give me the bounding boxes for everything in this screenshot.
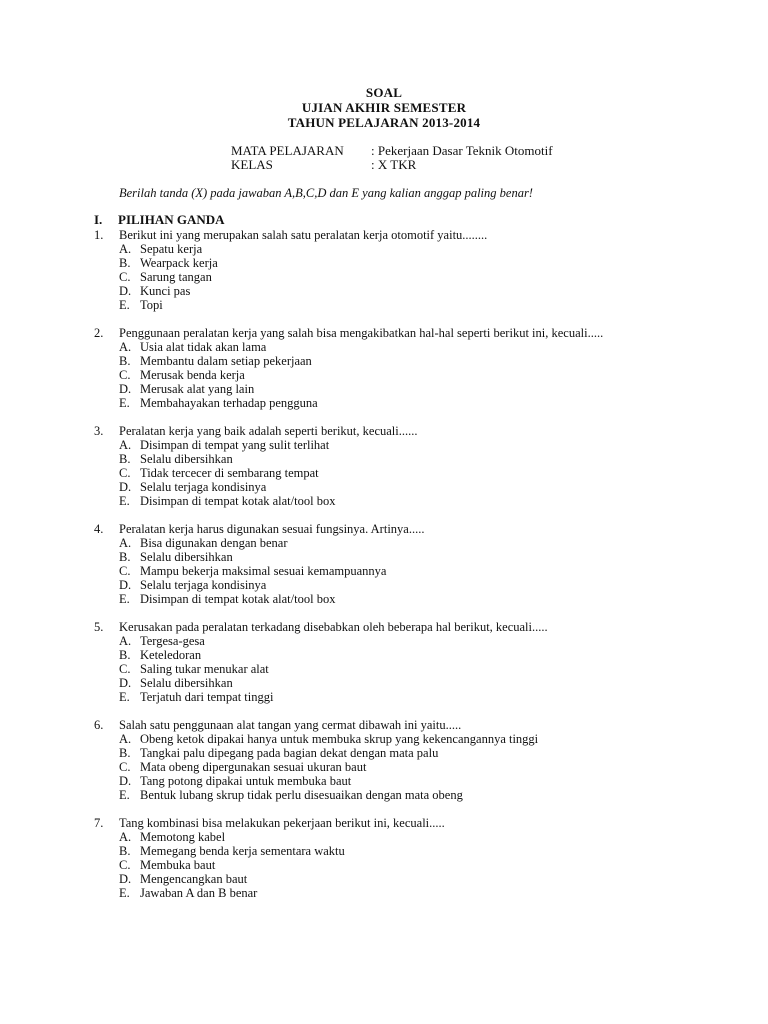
question-text: Peralatan kerja yang baik adalah seperti berikut, kecuali...... [119,424,418,438]
option-text: Tergesa-gesa [140,634,205,648]
option-letter: E. [119,886,130,900]
question-item [94,522,734,606]
answer-option[interactable] [119,788,734,802]
instruction-text: Berilah tanda (X) pada jawaban A,B,C,D dan E yang kalian anggap paling benar! [119,186,533,200]
option-list [94,242,734,312]
answer-option[interactable] [119,858,734,872]
option-letter: C. [119,270,131,284]
option-text: Merusak benda kerja [140,368,245,382]
option-letter: A. [119,438,132,452]
option-text: Selalu dibersihkan [140,550,233,564]
meta-row-subject [231,144,553,158]
question-text: Tang kombinasi bisa melakukan pekerjaan berikut ini, kecuali..... [119,816,445,830]
answer-option[interactable] [119,774,734,788]
option-text: Membantu dalam setiap pekerjaan [140,354,312,368]
option-letter: B. [119,648,131,662]
question-number: 5. [94,620,104,634]
option-letter: B. [119,550,131,564]
option-text: Usia alat tidak akan lama [140,340,267,354]
option-text: Sarung tangan [140,270,212,284]
answer-option[interactable] [119,536,734,550]
option-letter: A. [119,830,132,844]
option-text: Memotong kabel [140,830,226,844]
option-text: Merusak alat yang lain [140,382,255,396]
question-text: Kerusakan pada peralatan terkadang disebabkan oleh beberapa hal berikut, kecuali..... [119,620,548,634]
answer-option[interactable] [119,578,734,592]
section-name: PILIHAN GANDA [118,212,225,227]
question-stem [94,620,734,634]
answer-option[interactable] [119,242,734,256]
option-letter: D. [119,284,132,298]
answer-option[interactable] [119,396,734,410]
option-letter: E. [119,396,130,410]
question-item [94,620,734,704]
option-letter: B. [119,746,131,760]
meta-value: : X TKR [371,157,417,172]
option-list [94,830,734,900]
option-letter: E. [119,788,130,802]
meta-value: : Pekerjaan Dasar Teknik Otomotif [371,143,553,158]
option-letter: A. [119,634,132,648]
answer-option[interactable] [119,872,734,886]
option-text: Membuka baut [140,858,216,872]
option-list [94,634,734,704]
answer-option[interactable] [119,368,734,382]
question-stem [94,816,734,830]
option-text: Sepatu kerja [140,242,203,256]
answer-option[interactable] [119,256,734,270]
question-stem [94,228,734,242]
question-list [94,228,734,914]
question-text: Peralatan kerja harus digunakan sesuai fungsinya. Artinya..... [119,522,425,536]
answer-option[interactable] [119,690,734,704]
option-letter: D. [119,676,132,690]
question-number: 7. [94,816,104,830]
option-text: Memegang benda kerja sementara waktu [140,844,345,858]
answer-option[interactable] [119,466,734,480]
section-number: I. [94,212,103,227]
answer-option[interactable] [119,634,734,648]
header-school-year: TAHUN PELAJARAN 2013-2014 [287,115,481,130]
option-text: Keteledoran [140,648,202,662]
answer-option[interactable] [119,830,734,844]
option-letter: C. [119,466,131,480]
option-text: Tidak tercecer di sembarang tempat [140,466,319,480]
option-text: Selalu terjaga kondisinya [140,480,267,494]
question-item [94,424,734,508]
option-text: Bentuk lubang skrup tidak perlu disesuaikan dengan mata obeng [140,788,463,802]
option-text: Wearpack kerja [140,256,218,270]
option-text: Saling tukar menukar alat [140,662,269,676]
answer-option[interactable] [119,494,734,508]
option-text: Mengencangkan baut [140,872,248,886]
question-item [94,718,734,802]
answer-option[interactable] [119,760,734,774]
option-letter: E. [119,494,130,508]
option-letter: B. [119,354,131,368]
option-text: Tang potong dipakai untuk membuka baut [140,774,352,788]
question-text: Salah satu penggunaan alat tangan yang cermat dibawah ini yaitu..... [119,718,462,732]
option-letter: C. [119,368,131,382]
option-letter: E. [119,592,130,606]
option-letter: E. [119,298,130,312]
meta-label: KELAS [231,157,273,172]
option-letter: C. [119,662,131,676]
option-text: Mampu bekerja maksimal sesuai kemampuannya [140,564,387,578]
option-letter: D. [119,872,132,886]
exam-meta [231,144,553,172]
answer-option[interactable] [119,480,734,494]
option-text: Disimpan di tempat kotak alat/tool box [140,592,336,606]
option-text: Mata obeng dipergunakan sesuai ukuran baut [140,760,367,774]
answer-option[interactable] [119,270,734,284]
answer-option[interactable] [119,662,734,676]
answer-option[interactable] [119,550,734,564]
option-letter: D. [119,480,132,494]
section-title [94,212,225,228]
answer-option[interactable] [119,732,734,746]
option-letter: A. [119,732,132,746]
option-letter: E. [119,690,130,704]
option-letter: B. [119,844,131,858]
meta-label: MATA PELAJARAN [231,143,344,158]
question-text: Berikut ini yang merupakan salah satu peralatan kerja otomotif yaitu........ [119,228,488,242]
answer-option[interactable] [119,564,734,578]
question-item [94,816,734,900]
answer-option[interactable] [119,592,734,606]
answer-option[interactable] [119,354,734,368]
option-text: Disimpan di tempat yang sulit terlihat [140,438,330,452]
question-stem [94,326,734,340]
question-stem [94,522,734,536]
option-letter: C. [119,564,131,578]
option-text: Jawaban A dan B benar [140,886,258,900]
option-text: Kunci pas [140,284,191,298]
option-text: Selalu terjaga kondisinya [140,578,267,592]
option-letter: D. [119,578,132,592]
question-number: 6. [94,718,104,732]
answer-option[interactable] [119,676,734,690]
answer-option[interactable] [119,648,734,662]
answer-option[interactable] [119,886,734,900]
question-number: 1. [94,228,104,242]
question-text: Penggunaan peralatan kerja yang salah bisa mengakibatkan hal-hal seperti berikut ini, kecuali..... [119,326,604,340]
question-number: 4. [94,522,104,536]
option-list [94,732,734,802]
question-number: 3. [94,424,104,438]
answer-option[interactable] [119,844,734,858]
option-letter: B. [119,256,131,270]
answer-option[interactable] [119,382,734,396]
question-item [94,326,734,410]
answer-option[interactable] [119,746,734,760]
question-item [94,228,734,312]
option-text: Obeng ketok dipakai hanya untuk membuka skrup yang kekencangannya tinggi [140,732,539,746]
header-title: SOAL [365,85,403,100]
option-text: Selalu dibersihkan [140,676,233,690]
option-letter: C. [119,858,131,872]
option-letter: A. [119,242,132,256]
answer-option[interactable] [119,284,734,298]
header-exam-name: UJIAN AKHIR SEMESTER [301,100,467,115]
option-list [94,438,734,508]
option-letter: A. [119,340,132,354]
option-letter: B. [119,452,131,466]
option-letter: A. [119,536,132,550]
option-text: Selalu dibersihkan [140,452,233,466]
question-stem [94,718,734,732]
answer-option[interactable] [119,298,734,312]
question-stem [94,424,734,438]
option-list [94,340,734,410]
option-text: Membahayakan terhadap pengguna [140,396,318,410]
option-text: Terjatuh dari tempat tinggi [140,690,274,704]
answer-option[interactable] [119,438,734,452]
option-letter: C. [119,760,131,774]
option-letter: D. [119,382,132,396]
option-letter: D. [119,774,132,788]
meta-row-class [231,158,553,172]
option-list [94,536,734,606]
option-text: Tangkai palu dipegang pada bagian dekat dengan mata palu [140,746,439,760]
option-text: Bisa digunakan dengan benar [140,536,288,550]
option-text: Disimpan di tempat kotak alat/tool box [140,494,336,508]
exam-header [0,85,768,130]
answer-option[interactable] [119,452,734,466]
option-text: Topi [140,298,163,312]
question-number: 2. [94,326,104,340]
answer-option[interactable] [119,340,734,354]
